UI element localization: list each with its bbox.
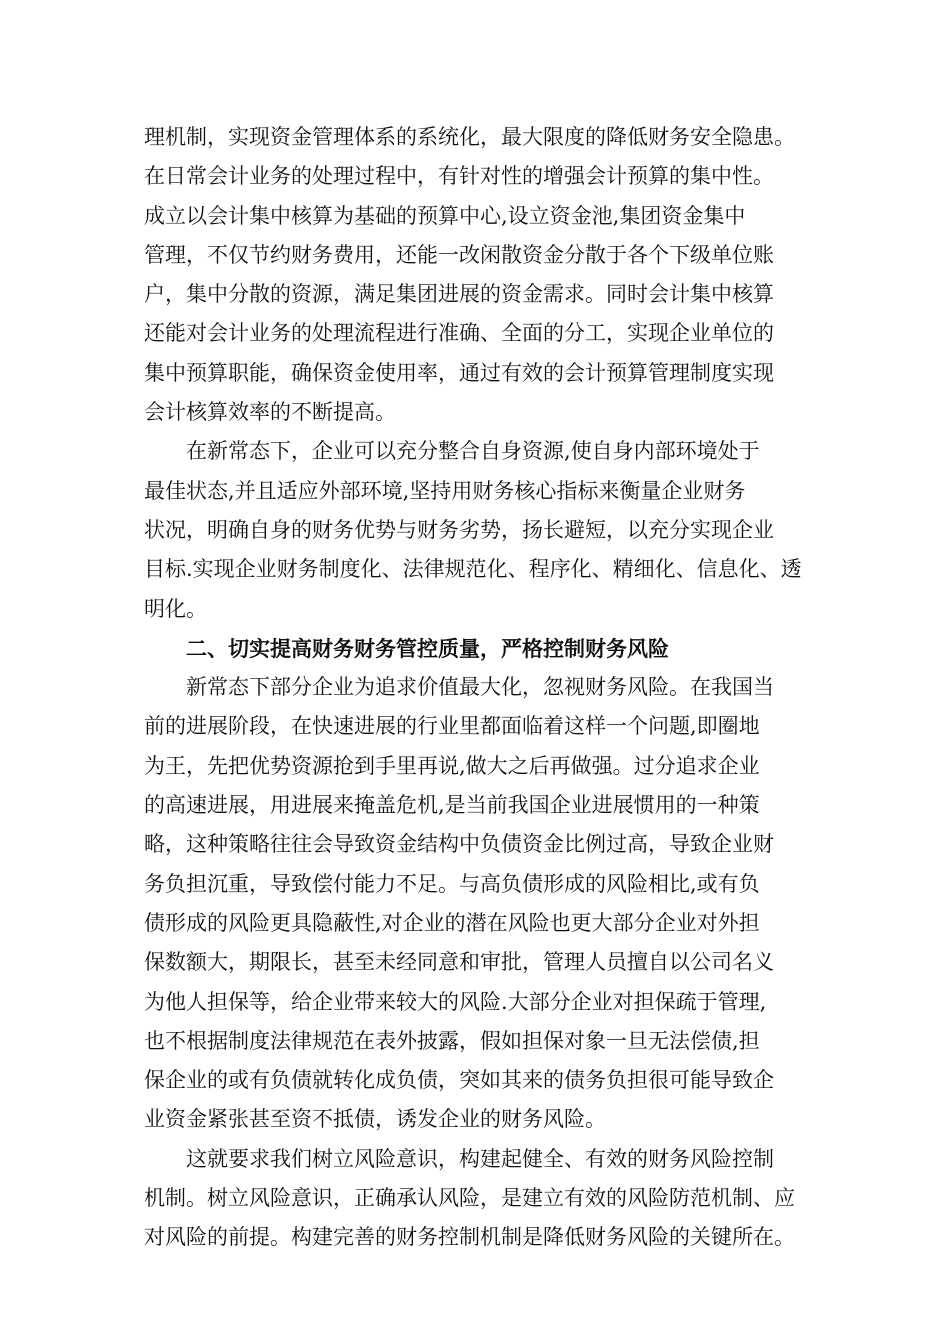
- document-body: [144, 118, 824, 1258]
- body-line: 为他人担保等，给企业带来较大的风险.大部分企业对担保疏于管理,: [144, 989, 767, 1014]
- body-line: 还能对会计业务的处理流程进行准确、全面的分工，实现企业单位的: [144, 321, 774, 346]
- body-line: 债形成的风险更具隐蔽性,对企业的潜在风险也更大部分企业对外担: [144, 910, 760, 935]
- body-line: 保数额大，期限长，甚至未经同意和审批，管理人员擅自以公司名义: [144, 950, 774, 975]
- body-line: 户，集中分散的资源，满足集团进展的资金需求。同时会计集中核算: [144, 282, 774, 307]
- body-line: 状况，明确自身的财务优势与财务劣势，扬长避短，以充分实现企业: [144, 517, 774, 542]
- body-line: 理机制，实现资金管理体系的系统化，最大限度的降低财务安全隐患。: [144, 125, 795, 149]
- paragraph-start-line: 在新常态下，企业可以充分整合自身资源,使自身内部环境处于: [186, 439, 760, 464]
- paragraph-start-line: 这就要求我们树立风险意识，构建起健全、有效的财务风险控制: [186, 1146, 774, 1171]
- body-line: 为王，先把优势资源抢到手里再说,做大之后再做强。过分追求企业: [144, 753, 760, 778]
- body-line: 成立以会计集中核算为基础的预算中心,设立资金池,集团资金集中: [144, 203, 746, 228]
- body-line: 务负担沉重，导致偿付能力不足。与高负债形成的风险相比,或有负: [144, 871, 760, 896]
- body-line: 目标.实现企业财务制度化、法律规范化、程序化、精细化、信息化、透: [144, 557, 802, 582]
- body-line: 对风险的前提。构建完善的财务控制机制是降低财务风险的关键所在。: [144, 1225, 795, 1250]
- body-line: 管理，不仅节约财务费用，还能一改闲散资金分散于各个下级单位账: [144, 242, 774, 267]
- body-line: 最佳状态,并且适应外部环境,坚持用财务核心指标来衡量企业财务: [144, 478, 746, 503]
- body-line: 业资金紧张甚至资不抵债，诱发企业的财务风险。: [144, 1107, 606, 1132]
- body-line: 略，这种策略往往会导致资金结构中负债资金比例过高，导致企业财: [144, 832, 774, 857]
- body-line: 的高速进展，用进展来掩盖危机,是当前我国企业进展惯用的一种策: [144, 793, 760, 818]
- body-line: 会计核算效率的不断提高。: [144, 400, 396, 425]
- body-line: 明化。: [144, 596, 207, 621]
- body-line: 在日常会计业务的处理过程中，有针对性的增强会计预算的集中性。: [144, 164, 774, 189]
- section-heading: 二、切实提高财务财务管控质量，严格控制财务风险: [186, 635, 669, 661]
- body-line: 机制。树立风险意识，正确承认风险，是建立有效的风险防范机制、应: [144, 1186, 795, 1211]
- body-line: 前的进展阶段，在快速进展的行业里都面临着这样一个问题,即圈地: [144, 714, 760, 739]
- body-line: 也不根据制度法律规范在表外披露，假如担保对象一旦无法偿债,担: [144, 1028, 760, 1053]
- paragraph-start-line: 新常态下部分企业为追求价值最大化，忽视财务风险。在我国当: [186, 675, 774, 700]
- body-line: 保企业的或有负债就转化成负债，突如其来的债务负担很可能导致企: [144, 1068, 774, 1093]
- body-line: 集中预算职能，确保资金使用率，通过有效的会计预算管理制度实现: [144, 360, 774, 385]
